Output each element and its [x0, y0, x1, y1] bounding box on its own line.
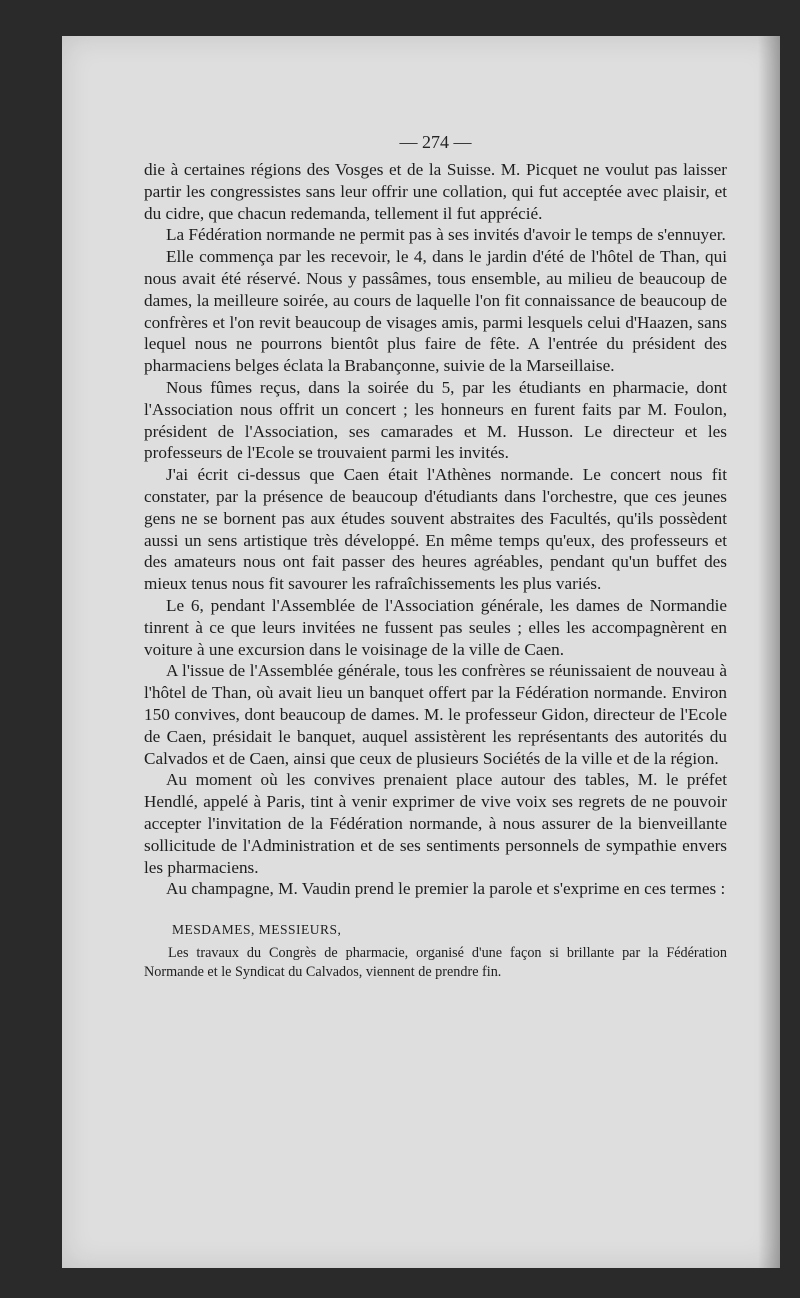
speech-salutation: MESDAMES, MESSIEURS, [172, 922, 342, 938]
page-number: — 274 — [399, 132, 472, 152]
paragraph-7: A l'issue de l'Assemblée générale, tous les confrères se réunissaient de nouveau à l'hôtel de Than, où avait lieu un banquet offert par la Fédération normande. Environ 150 convives, dont beaucoup de dames. M. le professeur Gidon, directeur de l'Ecole de Caen, présidait le banquet, auquel assistèrent les représentants des autorités du Calvados et de Caen, ainsi que ceux de plusieurs Sociétés de la ville et de la région. [144, 661, 727, 768]
paragraph-3: Elle commença par les recevoir, le 4, dans le jardin d'été de l'hôtel de Than, qui nous avait été réservé. Nous y passâmes, tous ensemble, au milieu de beaucoup de dames, la meilleure soirée, au cours de laquelle l'on fit connaissance de beaucoup de confrères et l'on revit beaucoup de visages amis, parmi lesquels celui d'Haazen, sans lequel nous ne pourrons bientôt plus faire de fête. A l'entrée du président des pharmaciens belges éclata la Brabançonne, suivie de la Marseillaise. [144, 247, 727, 376]
paragraph-4: Nous fûmes reçus, dans la soirée du 5, par les étudiants en pharmacie, dont l'Association nous offrit un concert ; les honneurs en furent faits par M. Foulon, président de l'Association, ses camarades et M. Husson. Le directeur et les professeurs de l'Ecole se trouvaient parmi les invités. [144, 377, 727, 463]
page-content [144, 132, 727, 982]
paragraph-2: La Fédération normande ne permit pas à ses invités d'avoir le temps de s'ennuyer. [166, 225, 726, 245]
paragraph-1: die à certaines régions des Vosges et de la Suisse. M. Picquet ne voulut pas laisser partir les congressistes sans leur offrir une collation, qui fut acceptée avec plaisir, et du cidre, que chacun redemanda, tellement il fut apprécié. [144, 160, 727, 223]
paragraph-9: Au champagne, M. Vaudin prend le premier la parole et s'exprime en ces termes : [166, 879, 726, 899]
speech-text: Les travaux du Congrès de pharmacie, organisé d'une façon si brillante par la Fédération Normande et le Syndicat du Calvados, viennent de prendre fin. [144, 945, 727, 981]
scanned-page [62, 36, 780, 1268]
paragraph-8: Au moment où les convives prenaient place autour des tables, M. le préfet Hendlé, appelé à Paris, tint à venir exprimer de vive voix ses regrets de ne pouvoir accepter l'invitation de la Fédération normande, à nous assurer de la bienveillante sollicitude de l'Administration et de ses sentiments personnels de sympathie envers les pharmaciens. [144, 770, 727, 877]
paragraph-6: Le 6, pendant l'Assemblée de l'Association générale, les dames de Normandie tinrent à ce que leurs invitées ne fussent pas seules ; elles les accompagnèrent en voiture à une excursion dans le voisinage de la ville de Caen. [144, 595, 727, 659]
page-edge-shadow [758, 36, 780, 1268]
paragraph-5: J'ai écrit ci-dessus que Caen était l'Athènes normande. Le concert nous fit constater, par la présence de beaucoup d'étudiants dans l'orchestre, que ces jeunes gens ne se bornent pas aux études souvent abstraites des Facultés, qu'ils possèdent aussi un sens artistique très développé. En même temps qu'eux, des professeurs et des amateurs nous ont fait passer des heures agréables, pendant qu'un buffet des mieux tenus nous fit savourer les rafraîchissements les plus variés. [144, 465, 727, 594]
